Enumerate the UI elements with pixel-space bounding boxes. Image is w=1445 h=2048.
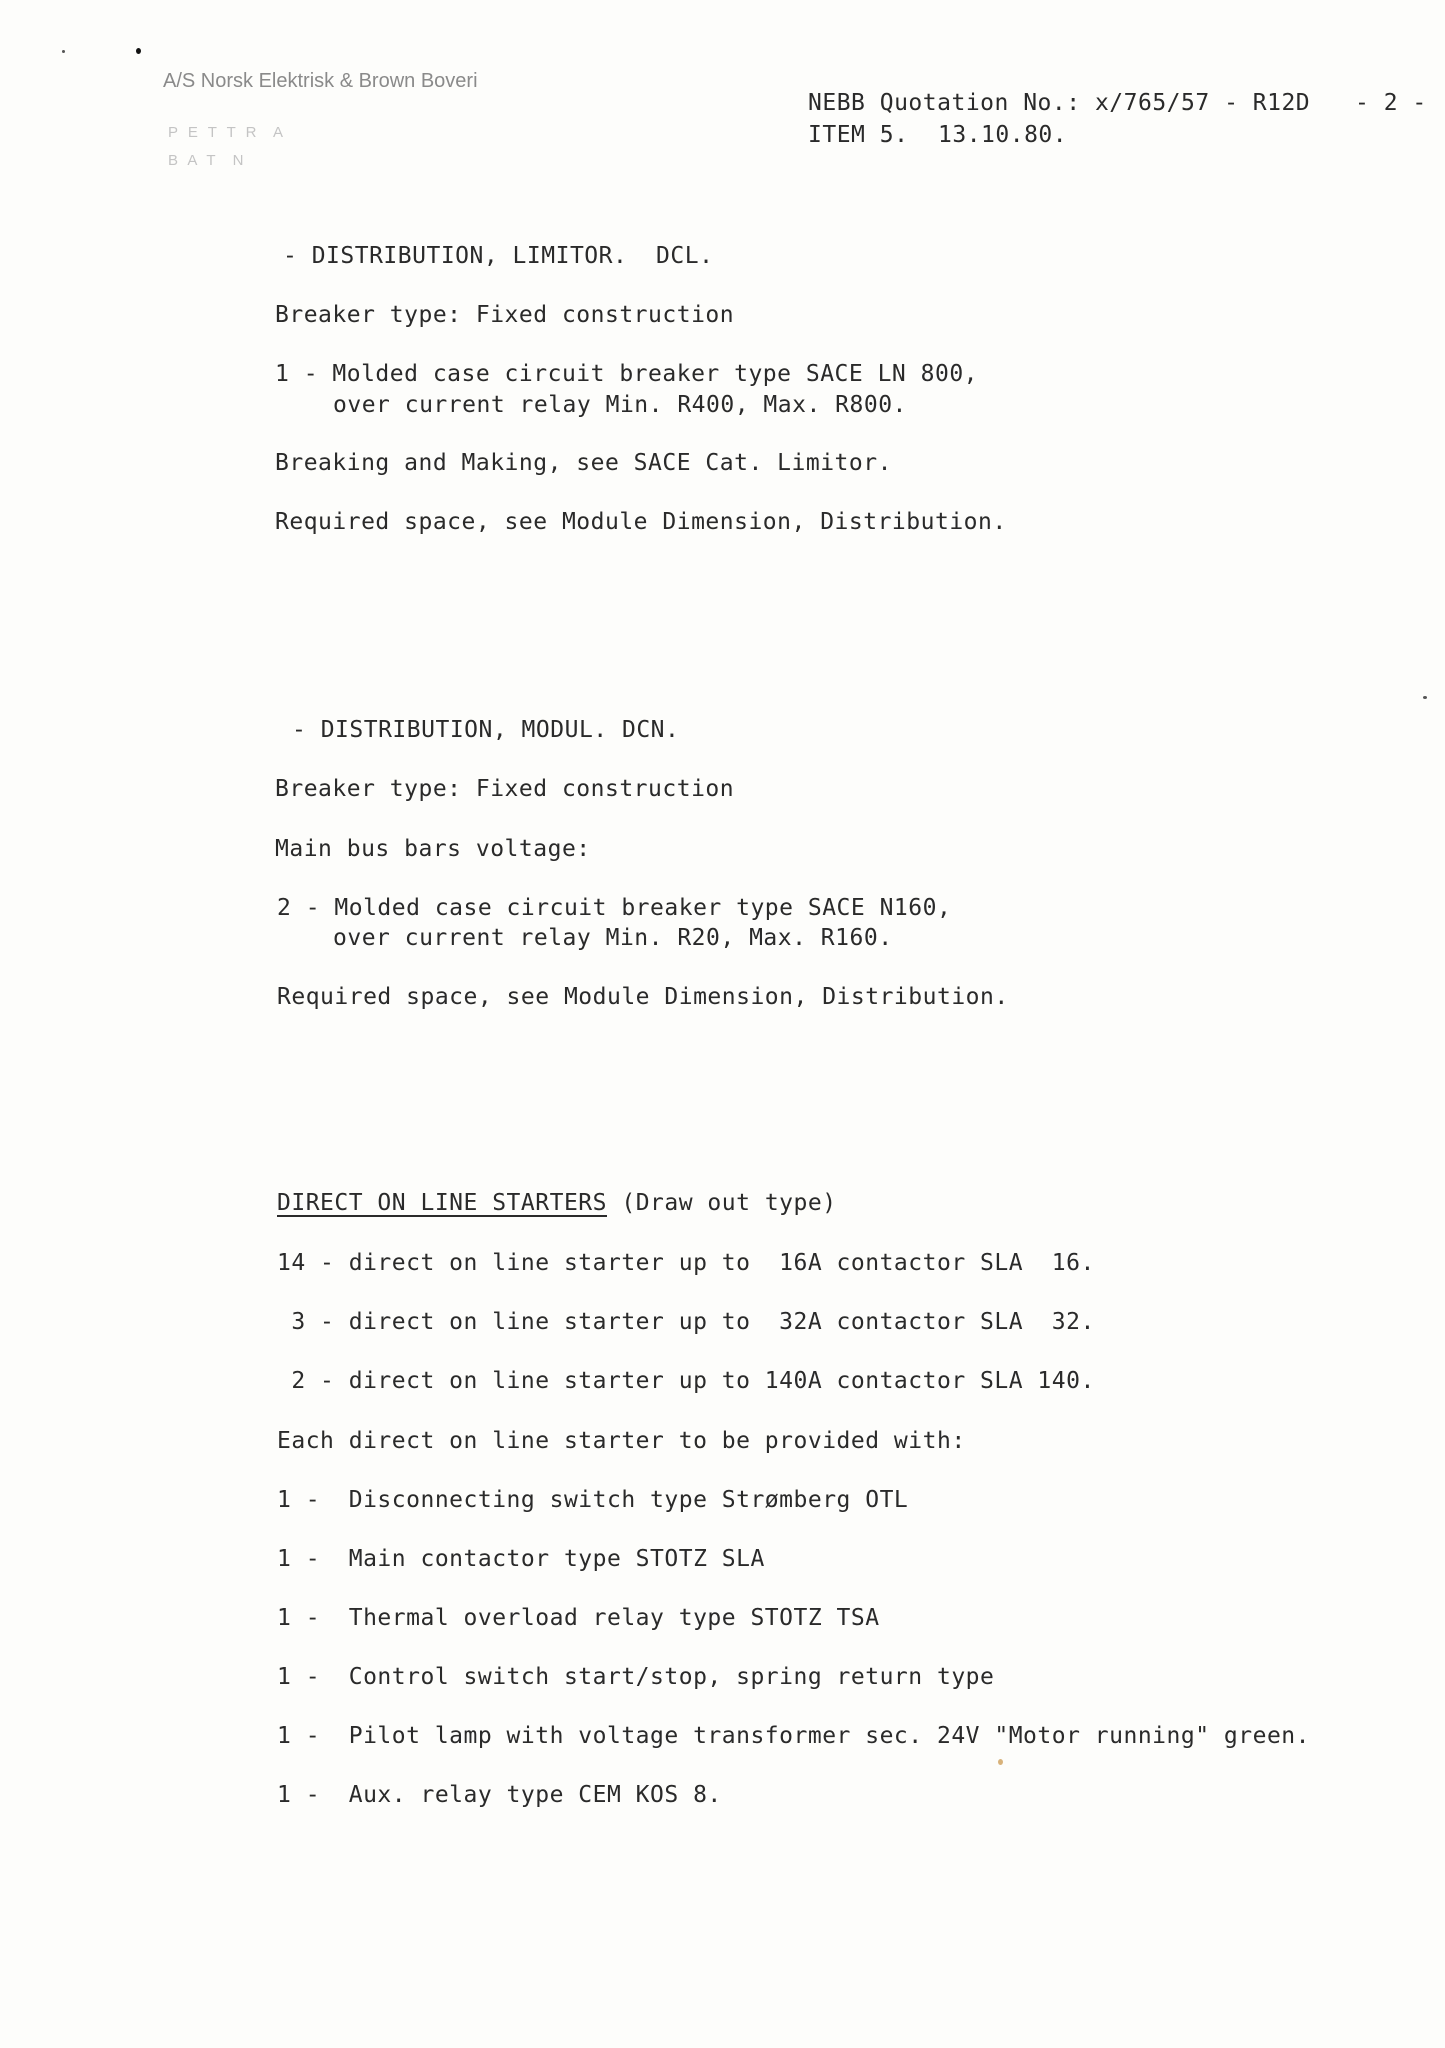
limitor-breaker-line-1: 1 - Molded case circuit breaker type SACE LN 800, [275, 361, 979, 387]
starter-equipment-item: 1 - Pilot lamp with voltage transformer sec. 24V "Motor running" green. [277, 1723, 1310, 1749]
modul-breaker-type: Breaker type: Fixed construction [275, 776, 735, 802]
starter-equipment-item: 1 - Thermal overload relay type STOTZ TSA [277, 1605, 880, 1631]
starters-title: DIRECT ON LINE STARTERS [277, 1190, 607, 1216]
scan-speck [1423, 696, 1427, 699]
starter-equipment-item: 1 - Disconnecting switch type Strømberg OTL [277, 1487, 909, 1513]
modul-title: - DISTRIBUTION, MODUL. DCN. [292, 717, 680, 743]
company-name: A/S Norsk Elektrisk & Brown Boveri [163, 70, 478, 92]
starter-row: 2 - direct on line starter up to 140A contactor SLA 140. [277, 1368, 1095, 1394]
limitor-breaking-making: Breaking and Making, see SACE Cat. Limitor. [275, 450, 892, 476]
limitor-required-space: Required space, see Module Dimension, Distribution. [275, 509, 1007, 535]
document-date: 13.10.80. [938, 122, 1068, 148]
scan-speck [62, 50, 65, 53]
faded-header-line-2: B A T N [168, 152, 247, 169]
scan-speck [998, 1759, 1003, 1765]
item-number: ITEM 5. [808, 122, 909, 148]
page-number: - 2 - [1355, 90, 1427, 116]
starter-equipment-item: 1 - Control switch start/stop, spring return type [277, 1664, 995, 1690]
scan-speck [136, 48, 141, 54]
limitor-breaker-type: Breaker type: Fixed construction [275, 302, 735, 328]
modul-required-space: Required space, see Module Dimension, Distribution. [277, 984, 1009, 1010]
limitor-title: - DISTRIBUTION, LIMITOR. DCL. [283, 243, 714, 269]
starter-row: 14 - direct on line starter up to 16A contactor SLA 16. [277, 1250, 1095, 1276]
faded-header-line-1: P E T T R A [168, 124, 286, 141]
quotation-number: NEBB Quotation No.: x/765/57 - R12D [808, 90, 1311, 116]
starter-equipment-item: 1 - Main contactor type STOTZ SLA [277, 1546, 765, 1572]
modul-breaker-line-1: 2 - Molded case circuit breaker type SACE N160, [277, 895, 952, 921]
starters-each-provided: Each direct on line starter to be provided with: [277, 1428, 966, 1454]
starter-row: 3 - direct on line starter up to 32A contactor SLA 32. [277, 1309, 1095, 1335]
starters-title-suffix: (Draw out type) [607, 1190, 837, 1216]
starter-equipment-item: 1 - Aux. relay type CEM KOS 8. [277, 1782, 722, 1808]
limitor-breaker-line-2: over current relay Min. R400, Max. R800. [333, 392, 907, 418]
starters-heading [277, 1190, 837, 1216]
modul-breaker-line-2: over current relay Min. R20, Max. R160. [333, 925, 893, 951]
modul-bus-bars: Main bus bars voltage: [275, 836, 591, 862]
